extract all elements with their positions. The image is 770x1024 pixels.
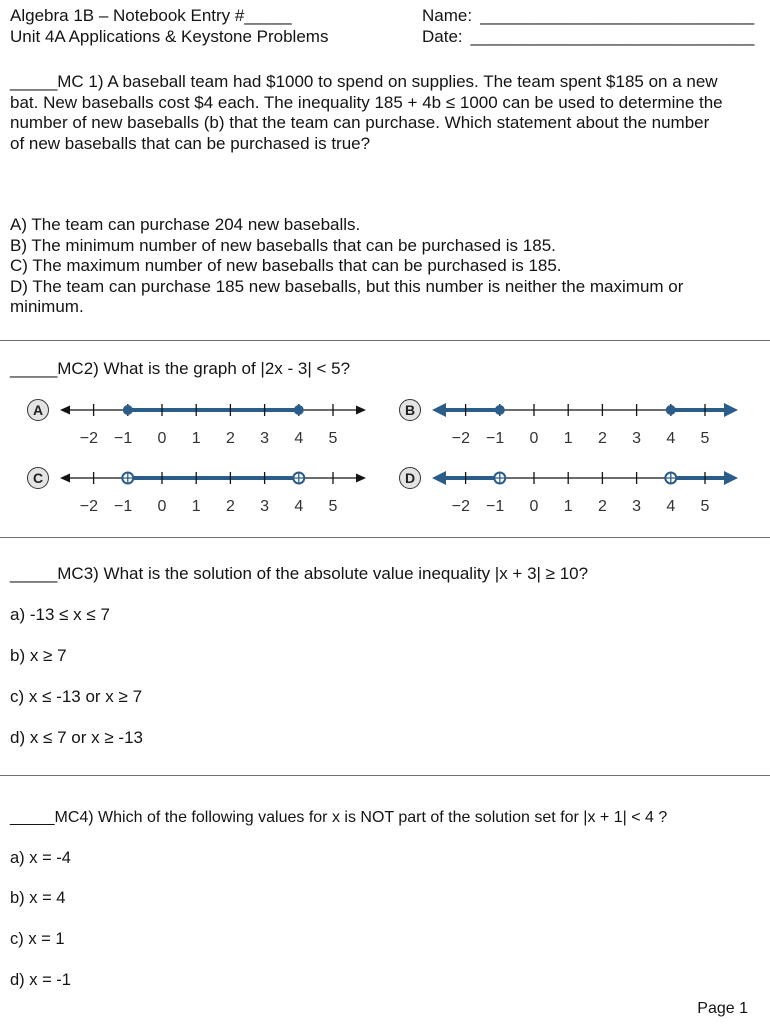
mc2-option-b [392,395,762,451]
tick-label: 4 [294,498,304,515]
tick-label: 3 [632,430,642,447]
mc3-option-c: c) x ≤ -13 or x ≥ 7 [10,686,143,706]
mc1-option-d: D) The team can purchase 185 new baseballs, but this number is neither the maximum or minimum. [10,276,684,316]
section-divider [0,537,770,538]
name-blank: _____________________________ [480,6,755,25]
closed-endpoint [123,405,133,415]
arrowhead-left [60,406,70,415]
tick-label: 0 [157,498,167,515]
tick-label: 5 [328,498,338,515]
number-line-graph [20,463,390,519]
tick-label: 3 [260,430,270,447]
date-label: Date: [422,27,463,46]
tick-label: −1 [114,498,133,515]
mc4-option-d: d) x = -1 [10,970,71,989]
tick-label: 3 [260,498,270,515]
tick-label: 5 [700,430,710,447]
mc1-option-b: B) The minimum number of new baseballs that can be purchased is 185. [10,235,556,255]
tick-label: −2 [79,430,99,447]
mc1-question: _____MC 1) A baseball team had $1000 to spend on supplies. The team spent $185 on a new bat. New baseballs cost $4 each. The inequality 185 + 4b ≤ 1000 can be used to determine the number of new baseballs (b) that the team can purchase. Which statement about the number of new baseballs that can be purchased is true? [10,72,723,153]
number-line-graph [392,463,762,519]
tick-label: 1 [563,498,573,515]
tick-label: 0 [529,430,539,447]
option-letter-badge: C [27,467,49,489]
worksheet-header [10,5,328,47]
tick-label: 2 [225,430,235,447]
mc2-question: _____MC2) What is the graph of |2x - 3| < 5? [10,359,351,378]
mc4-option-b: b) x = 4 [10,889,66,908]
arrowhead-right [356,406,366,415]
tick-label: 5 [328,430,338,447]
mc3-question: _____MC3) What is the solution of the absolute value inequality |x + 3| ≥ 10? [10,564,589,583]
section-divider [0,340,770,341]
tick-label: 4 [666,430,676,447]
mc4-option-c: c) x = 1 [10,930,65,949]
number-line-graph [392,395,762,451]
tick-label: −1 [486,498,505,515]
option-letter-badge: B [399,399,421,421]
tick-label: −1 [114,430,133,447]
mc3-option-a: a) -13 ≤ x ≤ 7 [10,604,110,624]
arrowhead-right [356,474,366,483]
arrowhead-left [432,471,446,485]
mc3-option-d: d) x ≤ 7 or x ≥ -13 [10,727,143,747]
tick-label: 2 [597,498,607,515]
tick-label: 0 [529,498,539,515]
arrowhead-left [60,474,70,483]
tick-label: −1 [486,430,505,447]
mc1-option-c: C) The maximum number of new baseballs that can be purchased is 185. [10,256,562,275]
option-letter-badge: D [399,467,421,489]
tick-label: 0 [157,430,167,447]
closed-endpoint [666,405,676,415]
mc2-option-d [392,463,762,519]
worksheet-title: Algebra 1B – Notebook Entry #_____ [10,6,292,25]
tick-label: 1 [191,498,201,515]
closed-endpoint [495,405,505,415]
tick-label: 5 [700,498,710,515]
mc1-options [10,215,683,318]
mc4-options [10,838,71,1001]
arrowhead-right [724,403,738,417]
number-line-graph [20,395,390,451]
date-blank: ______________________________ [470,27,755,46]
page-number: Page 1 [697,1000,748,1017]
tick-label: 1 [563,430,573,447]
arrowhead-right [724,471,738,485]
mc1-option-a: A) The team can purchase 204 new baseballs. [10,215,361,234]
date-line [422,26,754,47]
name-label: Name: [422,6,473,25]
mc4-question: _____MC4) Which of the following values for x is NOT part of the solution set for |x + 1| < 4 ? [10,809,668,826]
tick-label: −2 [79,498,99,515]
tick-label: 4 [294,430,304,447]
name-line [422,5,754,26]
mc2-option-c [20,463,390,519]
tick-label: 1 [191,430,201,447]
tick-label: 3 [632,498,642,515]
mc3-option-b: b) x ≥ 7 [10,645,67,665]
tick-label: −2 [451,430,471,447]
mc3-options [10,594,143,758]
section-divider [0,775,770,776]
tick-label: −2 [451,498,471,515]
student-info [422,5,754,47]
unit-title: Unit 4A Applications & Keystone Problems [10,27,329,46]
mc2-option-a [20,395,390,451]
tick-label: 2 [225,498,235,515]
closed-endpoint [294,405,304,415]
mc4-option-a: a) x = -4 [10,848,71,867]
tick-label: 2 [597,430,607,447]
tick-label: 4 [666,498,676,515]
arrowhead-left [432,403,446,417]
option-letter-badge: A [27,399,49,421]
